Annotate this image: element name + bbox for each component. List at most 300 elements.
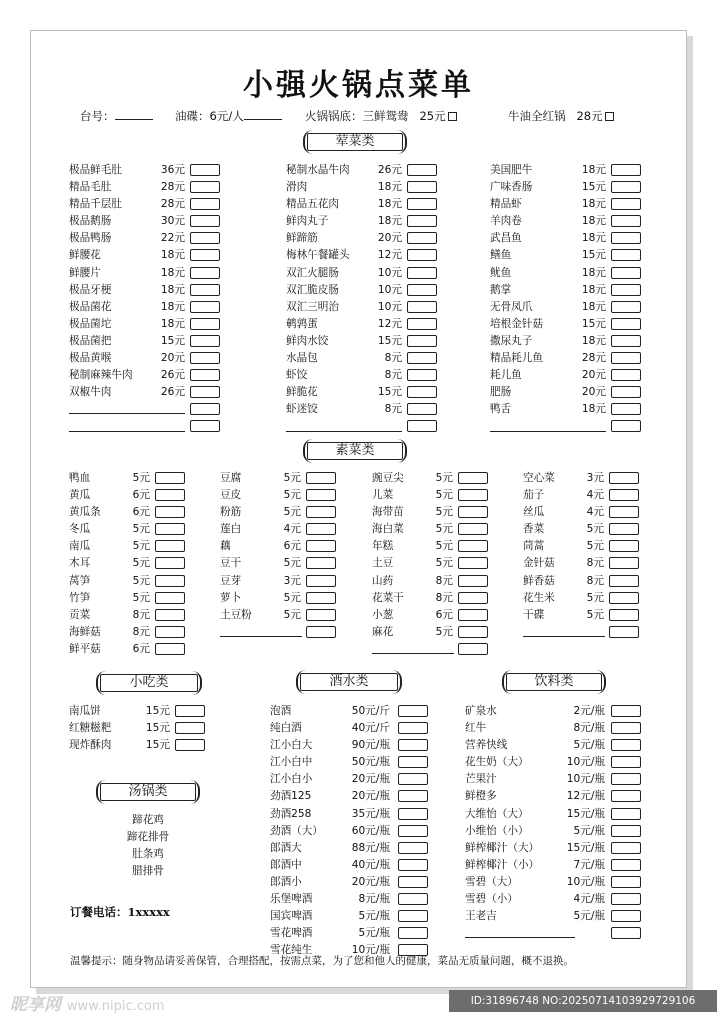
quantity-box[interactable] bbox=[398, 876, 428, 888]
menu-item-row bbox=[465, 891, 645, 908]
menu-item-row bbox=[523, 590, 643, 607]
menu-item-row bbox=[490, 247, 645, 264]
warm-notice: 温馨提示：随身物品请妥善保管，合理搭配，按需点菜，为了您和他人的健康，菜品无质量问题，概不退换。 bbox=[70, 955, 574, 967]
item-price: 5元 bbox=[435, 489, 453, 502]
veg-column-4 bbox=[523, 470, 643, 641]
menu-item-row bbox=[286, 316, 441, 333]
quantity-box[interactable] bbox=[190, 232, 220, 244]
quantity-box[interactable] bbox=[458, 643, 488, 655]
item-name: 美国肥牛 bbox=[490, 164, 533, 176]
quantity-box[interactable] bbox=[611, 181, 641, 193]
menu-item-row bbox=[490, 367, 645, 384]
menu-item-row bbox=[69, 703, 211, 720]
quantity-box[interactable] bbox=[306, 557, 336, 569]
quantity-box[interactable] bbox=[306, 472, 336, 484]
quantity-box[interactable] bbox=[458, 489, 488, 501]
menu-item-row bbox=[465, 720, 645, 737]
menu-item-row bbox=[286, 179, 441, 196]
item-name: 鲜肉水饺 bbox=[286, 334, 329, 347]
quantity-box[interactable] bbox=[398, 825, 428, 837]
item-price: 20元/瓶 bbox=[351, 875, 390, 888]
quantity-box[interactable] bbox=[407, 198, 437, 210]
item-price: 5元 bbox=[283, 489, 301, 502]
menu-item-row bbox=[286, 196, 441, 213]
quantity-box[interactable] bbox=[407, 164, 437, 176]
base-option-2[interactable]: 牛油全红锅 28元 bbox=[508, 108, 614, 124]
item-name: 干碟 bbox=[523, 608, 545, 621]
menu-item-row bbox=[490, 196, 645, 213]
menu-item-row bbox=[465, 788, 645, 805]
quantity-box[interactable] bbox=[155, 609, 185, 621]
blank-entry-row bbox=[220, 624, 340, 641]
item-name: 王老吉 bbox=[465, 910, 497, 923]
quantity-box[interactable] bbox=[609, 472, 639, 484]
menu-item-row bbox=[490, 384, 645, 401]
quantity-box[interactable] bbox=[155, 575, 185, 587]
quantity-box[interactable] bbox=[407, 267, 437, 279]
menu-item-row bbox=[523, 470, 643, 487]
item-price: 10元/瓶 bbox=[566, 875, 605, 888]
item-price: 12元/瓶 bbox=[566, 790, 605, 803]
quantity-box[interactable] bbox=[611, 893, 641, 905]
item-price: 10元 bbox=[377, 300, 402, 313]
item-name: 儿菜 bbox=[372, 489, 394, 502]
quantity-box[interactable] bbox=[458, 609, 488, 621]
item-price: 10元/瓶 bbox=[566, 773, 605, 786]
quantity-box[interactable] bbox=[398, 722, 428, 734]
menu-item-row bbox=[286, 333, 441, 350]
quantity-box[interactable] bbox=[611, 386, 641, 398]
quantity-box[interactable] bbox=[611, 773, 641, 785]
quantity-box[interactable] bbox=[458, 523, 488, 535]
item-price: 15元 bbox=[160, 334, 185, 347]
quantity-box[interactable] bbox=[155, 472, 185, 484]
menu-item-row bbox=[372, 573, 492, 590]
item-price: 5元/瓶 bbox=[358, 927, 390, 940]
quantity-box[interactable] bbox=[190, 301, 220, 313]
menu-item-row bbox=[270, 771, 430, 788]
item-price: 50元/瓶 bbox=[351, 756, 390, 769]
item-name: 藕 bbox=[220, 540, 231, 553]
menu-item-row bbox=[372, 504, 492, 521]
quantity-box[interactable] bbox=[611, 876, 641, 888]
quantity-box[interactable] bbox=[306, 506, 336, 518]
item-price: 18元 bbox=[377, 215, 402, 228]
item-name: 无骨凤爪 bbox=[490, 300, 533, 313]
menu-item-row bbox=[270, 874, 430, 891]
item-name: 年糕 bbox=[372, 540, 394, 553]
quantity-box[interactable] bbox=[190, 215, 220, 227]
item-name: 丝瓜 bbox=[523, 506, 545, 519]
item-name: 郎酒中 bbox=[270, 858, 302, 871]
menu-item-row bbox=[372, 555, 492, 572]
item-name: 茼蒿 bbox=[523, 540, 545, 553]
item-price: 5元 bbox=[435, 540, 453, 553]
menu-item-row bbox=[220, 470, 340, 487]
quantity-box[interactable] bbox=[407, 181, 437, 193]
item-price: 40元/斤 bbox=[351, 722, 390, 735]
quantity-box[interactable] bbox=[190, 164, 220, 176]
quantity-box[interactable] bbox=[611, 859, 641, 871]
item-name: 郎酒小 bbox=[270, 875, 302, 888]
quantity-box[interactable] bbox=[190, 267, 220, 279]
quantity-box[interactable] bbox=[611, 352, 641, 364]
quantity-box[interactable] bbox=[306, 626, 336, 638]
quantity-box[interactable] bbox=[175, 722, 205, 734]
quantity-box[interactable] bbox=[155, 592, 185, 604]
item-name: 豆皮 bbox=[220, 489, 242, 502]
quantity-box[interactable] bbox=[190, 318, 220, 330]
quantity-box[interactable] bbox=[458, 557, 488, 569]
quantity-box[interactable] bbox=[398, 893, 428, 905]
write-in-line[interactable] bbox=[490, 431, 606, 432]
quantity-box[interactable] bbox=[398, 927, 428, 939]
table-number-field[interactable]: 台号： bbox=[80, 108, 153, 124]
quantity-box[interactable] bbox=[458, 472, 488, 484]
menu-item-row bbox=[372, 470, 492, 487]
quantity-box[interactable] bbox=[398, 705, 428, 717]
item-price: 15元 bbox=[145, 739, 170, 752]
item-price: 22元 bbox=[160, 232, 185, 245]
quantity-box[interactable] bbox=[609, 626, 639, 638]
quantity-box[interactable] bbox=[407, 335, 437, 347]
item-price: 18元 bbox=[581, 300, 606, 313]
quantity-box[interactable] bbox=[611, 318, 641, 330]
item-name: 泡酒 bbox=[270, 705, 292, 717]
item-price: 5元 bbox=[283, 506, 301, 519]
quantity-box[interactable] bbox=[190, 181, 220, 193]
quantity-box[interactable] bbox=[611, 249, 641, 261]
item-name: 豌豆尖 bbox=[372, 472, 404, 484]
item-name: 江小白中 bbox=[270, 756, 313, 769]
menu-item-row bbox=[490, 213, 645, 230]
quantity-box[interactable] bbox=[609, 523, 639, 535]
item-price: 5元 bbox=[132, 557, 150, 570]
item-name: 滑肉 bbox=[286, 181, 308, 194]
quantity-box[interactable] bbox=[306, 523, 336, 535]
item-price: 6元 bbox=[132, 642, 150, 655]
item-name: 莲白 bbox=[220, 523, 242, 536]
item-price: 26元 bbox=[160, 386, 185, 399]
quantity-box[interactable] bbox=[398, 756, 428, 768]
quantity-box[interactable] bbox=[407, 352, 437, 364]
quantity-box[interactable] bbox=[609, 609, 639, 621]
item-price: 15元/瓶 bbox=[566, 841, 605, 854]
quantity-box[interactable] bbox=[611, 842, 641, 854]
item-price: 5元 bbox=[586, 608, 604, 621]
item-name: 武昌鱼 bbox=[490, 232, 522, 245]
item-price: 7元/瓶 bbox=[573, 858, 605, 871]
item-price: 5元 bbox=[283, 608, 301, 621]
quantity-box[interactable] bbox=[175, 705, 205, 717]
menu-item-row bbox=[270, 754, 430, 771]
quantity-box[interactable] bbox=[458, 592, 488, 604]
menu-item-row bbox=[69, 230, 224, 247]
checkbox-icon bbox=[605, 112, 614, 121]
menu-item-row bbox=[270, 823, 430, 840]
quantity-box[interactable] bbox=[155, 506, 185, 518]
item-name: 秘制水晶牛肉 bbox=[286, 164, 350, 176]
base-option-1[interactable]: 火锅锅底：三鲜鸳鸯 25元 bbox=[305, 108, 457, 124]
item-name: 麻花 bbox=[372, 625, 394, 638]
item-name: 纯白酒 bbox=[270, 722, 302, 735]
menu-item-row bbox=[465, 857, 645, 874]
item-price: 12元 bbox=[377, 249, 402, 262]
quantity-box[interactable] bbox=[398, 790, 428, 802]
quantity-box[interactable] bbox=[407, 420, 437, 432]
item-price: 15元 bbox=[581, 181, 606, 194]
quantity-box[interactable] bbox=[407, 215, 437, 227]
item-name: 水晶包 bbox=[286, 352, 318, 365]
menu-item-row bbox=[69, 213, 224, 230]
quantity-box[interactable] bbox=[611, 403, 641, 415]
item-name: 极品黄喉 bbox=[69, 352, 112, 365]
menu-item-row bbox=[270, 720, 430, 737]
section-header-wine: 酒水类 bbox=[296, 670, 402, 694]
item-name: 秘制麻辣牛肉 bbox=[69, 369, 133, 382]
quantity-box[interactable] bbox=[611, 910, 641, 922]
menu-item-row bbox=[270, 891, 430, 908]
quantity-box[interactable] bbox=[611, 825, 641, 837]
quantity-box[interactable] bbox=[190, 335, 220, 347]
item-name: 粉筋 bbox=[220, 506, 242, 519]
quantity-box[interactable] bbox=[611, 284, 641, 296]
quantity-box[interactable] bbox=[407, 318, 437, 330]
item-price: 6元 bbox=[435, 608, 453, 621]
veg-column-2 bbox=[220, 470, 340, 641]
quantity-box[interactable] bbox=[609, 575, 639, 587]
write-in-line[interactable] bbox=[465, 937, 575, 938]
wine-list bbox=[270, 703, 430, 959]
quantity-box[interactable] bbox=[306, 575, 336, 587]
item-name: 莴笋 bbox=[69, 574, 91, 587]
quantity-box[interactable] bbox=[398, 910, 428, 922]
blank-entry-row bbox=[69, 418, 224, 435]
write-in-line[interactable] bbox=[286, 431, 402, 432]
quantity-box[interactable] bbox=[306, 489, 336, 501]
item-price: 18元 bbox=[377, 198, 402, 211]
quantity-box[interactable] bbox=[611, 232, 641, 244]
item-price: 5元 bbox=[283, 591, 301, 604]
section-header-snack: 小吃类 bbox=[96, 671, 202, 695]
item-price: 5元 bbox=[132, 523, 150, 536]
quantity-box[interactable] bbox=[190, 386, 220, 398]
item-name: 极品牙梗 bbox=[69, 283, 112, 296]
quantity-box[interactable] bbox=[609, 489, 639, 501]
item-price: 8元 bbox=[435, 591, 453, 604]
quantity-box[interactable] bbox=[155, 489, 185, 501]
item-name: 红牛 bbox=[465, 722, 487, 735]
quantity-box[interactable] bbox=[398, 808, 428, 820]
item-price: 10元/瓶 bbox=[566, 756, 605, 769]
quantity-box[interactable] bbox=[609, 540, 639, 552]
menu-item-row bbox=[69, 299, 224, 316]
quantity-box[interactable] bbox=[306, 592, 336, 604]
menu-item-row bbox=[220, 555, 340, 572]
item-price: 8元 bbox=[586, 574, 604, 587]
menu-item-row bbox=[69, 247, 224, 264]
menu-item-row bbox=[465, 874, 645, 891]
menu-item-row bbox=[69, 367, 224, 384]
item-name: 极品鲜毛肚 bbox=[69, 164, 122, 176]
quantity-box[interactable] bbox=[609, 557, 639, 569]
quantity-box[interactable] bbox=[407, 386, 437, 398]
quantity-box[interactable] bbox=[155, 540, 185, 552]
item-price: 18元 bbox=[377, 181, 402, 194]
quantity-box[interactable] bbox=[398, 739, 428, 751]
item-price: 4元/瓶 bbox=[573, 893, 605, 906]
section-header-veg: 素菜类 bbox=[303, 439, 407, 463]
item-name: 营养快线 bbox=[465, 739, 508, 752]
menu-item-row bbox=[286, 401, 441, 418]
item-name: 双椒牛肉 bbox=[69, 386, 112, 399]
item-name: 鹌鹑蛋 bbox=[286, 317, 318, 330]
quantity-box[interactable] bbox=[306, 540, 336, 552]
quantity-box[interactable] bbox=[407, 301, 437, 313]
menu-title: 小强火锅点菜单 bbox=[243, 68, 474, 103]
checkbox-icon bbox=[448, 112, 457, 121]
quantity-box[interactable] bbox=[611, 790, 641, 802]
menu-item-row bbox=[523, 573, 643, 590]
quantity-box[interactable] bbox=[611, 198, 641, 210]
quantity-box[interactable] bbox=[611, 420, 641, 432]
quantity-box[interactable] bbox=[458, 626, 488, 638]
menu-item-row bbox=[69, 573, 189, 590]
quantity-box[interactable] bbox=[398, 859, 428, 871]
item-price: 18元 bbox=[160, 283, 185, 296]
quantity-box[interactable] bbox=[190, 352, 220, 364]
quantity-box[interactable] bbox=[611, 756, 641, 768]
menu-item-row bbox=[490, 282, 645, 299]
quantity-box[interactable] bbox=[306, 609, 336, 621]
quantity-box[interactable] bbox=[611, 722, 641, 734]
quantity-box[interactable] bbox=[407, 403, 437, 415]
quantity-box[interactable] bbox=[611, 369, 641, 381]
quantity-box[interactable] bbox=[611, 267, 641, 279]
menu-item-row bbox=[69, 384, 224, 401]
item-price: 5元/瓶 bbox=[573, 824, 605, 837]
write-in-line[interactable] bbox=[69, 413, 185, 414]
quantity-box[interactable] bbox=[190, 369, 220, 381]
item-price: 5元 bbox=[132, 472, 150, 484]
item-price: 5元/瓶 bbox=[573, 739, 605, 752]
menu-item-row bbox=[490, 401, 645, 418]
quantity-box[interactable] bbox=[407, 369, 437, 381]
quantity-box[interactable] bbox=[458, 506, 488, 518]
quantity-box[interactable] bbox=[175, 739, 205, 751]
quantity-box[interactable] bbox=[407, 249, 437, 261]
quantity-box[interactable] bbox=[611, 215, 641, 227]
item-name: 花菜干 bbox=[372, 591, 404, 604]
blank-entry-row bbox=[286, 418, 441, 435]
item-name: 冬瓜 bbox=[69, 523, 91, 536]
item-price: 6元 bbox=[132, 506, 150, 519]
quantity-box[interactable] bbox=[407, 232, 437, 244]
item-name: 贡菜 bbox=[69, 608, 91, 621]
quantity-box[interactable] bbox=[155, 643, 185, 655]
item-name: 肥肠 bbox=[490, 386, 512, 399]
quantity-box[interactable] bbox=[190, 420, 220, 432]
quantity-box[interactable] bbox=[190, 249, 220, 261]
write-in-line[interactable] bbox=[523, 636, 605, 637]
menu-item-row bbox=[286, 299, 441, 316]
item-price: 18元 bbox=[581, 198, 606, 211]
item-name: 鲜榨椰汁（大） bbox=[465, 841, 540, 854]
quantity-box[interactable] bbox=[155, 626, 185, 638]
item-name: 双汇三明治 bbox=[286, 300, 339, 313]
item-price: 18元 bbox=[581, 232, 606, 245]
quantity-box[interactable] bbox=[398, 773, 428, 785]
veg-column-3 bbox=[372, 470, 492, 658]
quantity-box[interactable] bbox=[398, 842, 428, 854]
veg-column-1 bbox=[69, 470, 189, 658]
item-name: 海带苗 bbox=[372, 506, 404, 519]
quantity-box[interactable] bbox=[407, 284, 437, 296]
item-price: 88元/瓶 bbox=[351, 841, 390, 854]
item-price: 5元 bbox=[586, 523, 604, 536]
item-price: 12元 bbox=[377, 317, 402, 330]
write-in-line[interactable] bbox=[69, 431, 185, 432]
quantity-box[interactable] bbox=[611, 301, 641, 313]
menu-item-row bbox=[286, 162, 441, 179]
menu-item-row bbox=[69, 720, 211, 737]
item-name: 豆芽 bbox=[220, 574, 242, 587]
item-price: 8元 bbox=[435, 574, 453, 587]
quantity-box[interactable] bbox=[611, 335, 641, 347]
quantity-box[interactable] bbox=[155, 523, 185, 535]
quantity-box[interactable] bbox=[611, 164, 641, 176]
item-price: 5元 bbox=[132, 574, 150, 587]
watermark-id: ID:31896748 NO:20250714103929729106 bbox=[449, 990, 717, 1012]
quantity-box[interactable] bbox=[611, 808, 641, 820]
quantity-box[interactable] bbox=[609, 506, 639, 518]
item-name: 豆腐 bbox=[220, 472, 242, 484]
item-name: 空心菜 bbox=[523, 472, 555, 484]
item-price: 18元 bbox=[160, 300, 185, 313]
item-name: 鸭舌 bbox=[490, 403, 512, 416]
quantity-box[interactable] bbox=[611, 927, 641, 939]
menu-item-row bbox=[372, 624, 492, 641]
menu-item-row bbox=[220, 590, 340, 607]
item-name: 芒果汁 bbox=[465, 773, 497, 786]
item-name: 金针菇 bbox=[523, 557, 555, 570]
quantity-box[interactable] bbox=[155, 557, 185, 569]
quantity-box[interactable] bbox=[190, 284, 220, 296]
item-price: 20元/瓶 bbox=[351, 790, 390, 803]
quantity-box[interactable] bbox=[190, 198, 220, 210]
write-in-line[interactable] bbox=[372, 653, 454, 654]
item-name: 鲜肉丸子 bbox=[286, 215, 329, 228]
item-price: 6元 bbox=[283, 540, 301, 553]
item-name: 乐堡啤酒 bbox=[270, 893, 313, 906]
write-in-line[interactable] bbox=[220, 636, 302, 637]
quantity-box[interactable] bbox=[458, 575, 488, 587]
quantity-box[interactable] bbox=[458, 540, 488, 552]
quantity-box[interactable] bbox=[611, 739, 641, 751]
item-name: 雪花纯生 bbox=[270, 944, 313, 957]
item-name: 精品五花肉 bbox=[286, 198, 339, 211]
item-name: 南瓜 bbox=[69, 540, 91, 553]
quantity-box[interactable] bbox=[611, 705, 641, 717]
quantity-box[interactable] bbox=[609, 592, 639, 604]
item-price: 10元 bbox=[377, 266, 402, 279]
item-price: 15元 bbox=[581, 249, 606, 262]
blank-entry-row bbox=[69, 401, 224, 418]
item-name: 精品毛肚 bbox=[69, 181, 112, 194]
quantity-box[interactable] bbox=[190, 403, 220, 415]
sauce-field[interactable]: 油碟：6元/人 bbox=[175, 108, 282, 124]
item-name: 小葱 bbox=[372, 608, 394, 621]
